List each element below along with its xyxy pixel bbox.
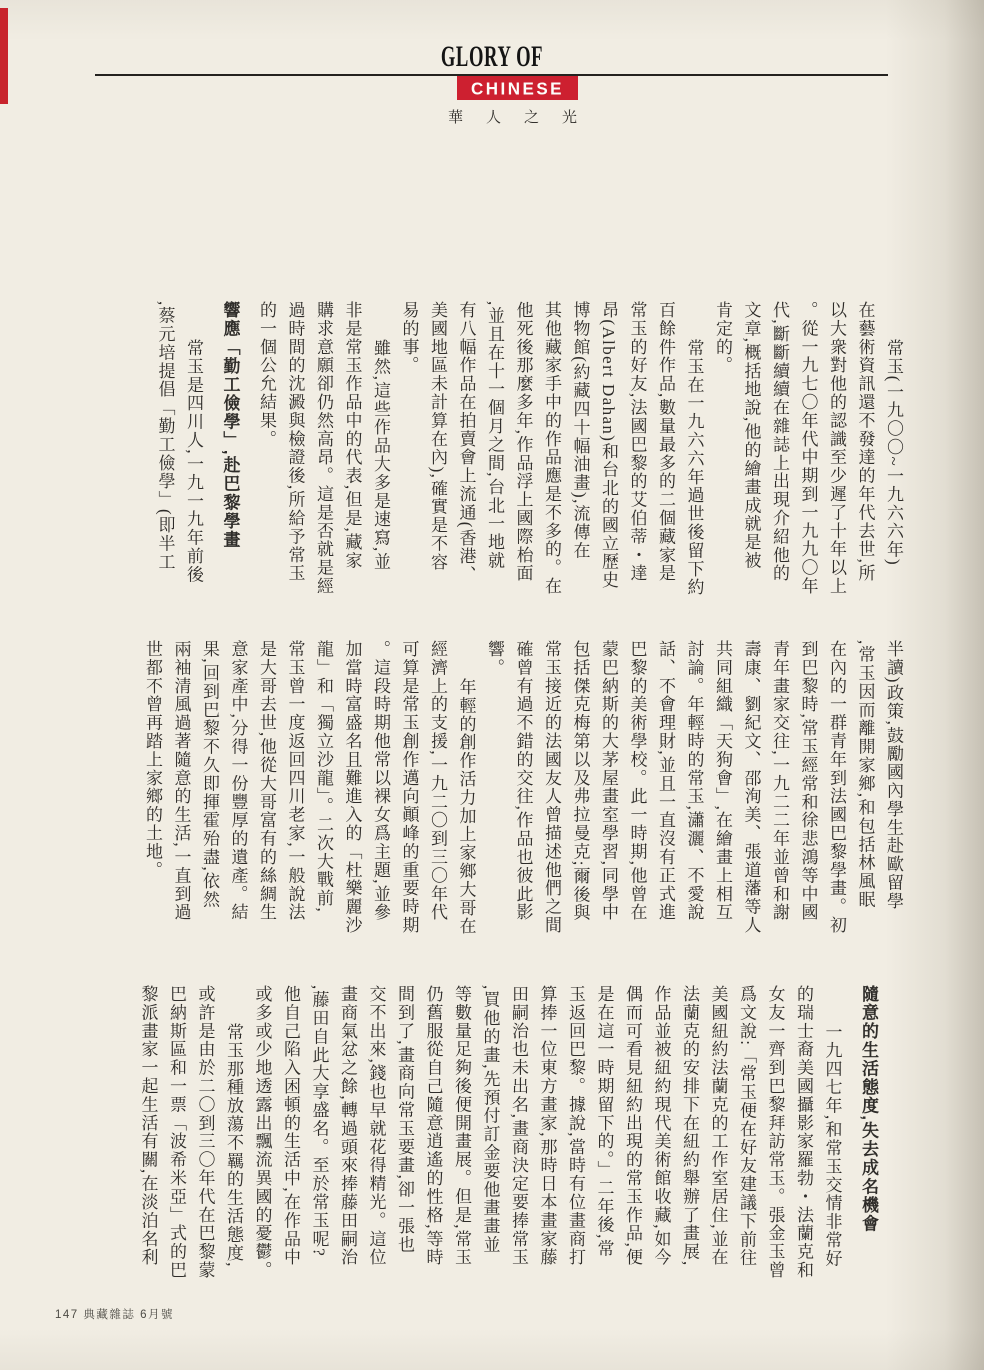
- text-column: 非是常玉作品中的代表,但是,藏家: [342, 301, 362, 570]
- spine-red-mark: [0, 8, 8, 104]
- section-heading: 隨意的生活態度,失去成名機會: [859, 985, 878, 1234]
- text-column: 仍舊服從自己隨意逍遙的性格,等時: [423, 985, 443, 1267]
- text-column: 美國紐約法蘭克的工作室居住,並在: [708, 985, 728, 1267]
- text-column: 常玉是四川人,一九一九年前後: [184, 339, 203, 584]
- text-column: 博物館(約藏四十幅油畫),流傳在: [570, 301, 590, 560]
- text-column: 壽康、劉紀文、邵洵美、張道藩等人: [741, 640, 761, 935]
- text-column: 一九四七年,和常玉交情非常好: [822, 1023, 842, 1268]
- text-column: ,蔡元培提倡「勤工儉學」(即半工: [155, 301, 175, 572]
- text-column: 是在這一時期留下的。」二年後,常: [594, 985, 614, 1259]
- text-column: 果,回到巴黎不久即揮霍殆盡,依然: [200, 640, 219, 909]
- text-column: 或多或少地透露出飄流異國的憂鬱。: [252, 985, 272, 1280]
- text-column: 交不出來,錢也早就花得精光。這位: [366, 985, 386, 1267]
- text-column: 他死後那麼多年,作品浮上國際枱面: [513, 301, 533, 583]
- text-column: 間到了,畫商向常玉要畫,卻一張也: [395, 985, 414, 1254]
- text-column: 。這段時期他常以裸女爲主題,並參: [371, 640, 390, 922]
- text-column: 算捧一位東方畫家,那時日本畫家藤: [537, 985, 557, 1267]
- text-column: 意家產中,分得一份豐厚的遺產。結: [228, 640, 248, 922]
- masthead-subtitle: 華人之光: [448, 110, 601, 126]
- text-column: 巴黎的美術學校。此一時期,他曾在: [627, 640, 647, 922]
- text-column: 等數量足夠後便開畫展。但是,常玉: [452, 985, 471, 1267]
- text-column: 玉返回巴黎。據說,當時有位畫商打: [566, 985, 585, 1267]
- text-column: 昂(Albert Dahan)和台北的國立歷史: [599, 301, 618, 590]
- text-column: 世都不曾再踏上家鄉的土地。: [143, 640, 162, 880]
- text-column: ,常玉因而離開家鄉,和包括林風眠: [855, 640, 875, 909]
- text-column: 年輕的創作活力加上家鄉大哥在: [456, 678, 476, 936]
- text-column: 黎派畫家一起生活有關,在淡泊名利: [138, 985, 158, 1267]
- article-block-middle: [138, 640, 908, 938]
- text-column: 的一個公允結果。: [257, 301, 276, 449]
- text-column: 其他藏家手中的作品應是不多的。在: [542, 301, 561, 596]
- text-column: 田嗣治也未出名,畫商決定要捧常玉: [509, 985, 528, 1267]
- article-block-top: [150, 301, 907, 599]
- text-column: 常玉的好友,法國巴黎的艾伯蒂・達: [627, 301, 647, 583]
- text-column: 法蘭克的安排下在紐約舉辦了畫展,: [680, 985, 699, 1267]
- text-column: 可算是常玉創作邁向顚峰的重要時期: [399, 640, 419, 935]
- text-column: 百餘件作品,數量最多的二個藏家是: [656, 301, 675, 583]
- text-column: ,並且在十一個月之間,台北一地就: [485, 301, 504, 570]
- text-column: 共同組織「天狗會」,在繪畫上相互: [713, 640, 732, 922]
- text-column: ,藤田自此大享盛名。至於常玉呢?: [309, 985, 329, 1258]
- text-column: 過時間的沈澱與檢證後,所給予常玉: [285, 301, 305, 583]
- text-column: 常玉曾一度返回四川老家,一般說法: [285, 640, 305, 922]
- text-column: 美國地區未計算在內),確實是不容: [428, 301, 447, 572]
- text-column: 文章,概括地說,他的繪畫成就是被: [741, 301, 761, 570]
- text-column: 的瑞士裔美國攝影家羅勃・法蘭克和: [794, 985, 813, 1280]
- chinese-badge: [457, 76, 578, 100]
- text-column: 他自己陷入困頓的生活中,在作品中: [281, 985, 300, 1267]
- text-column: 或許是由於二〇到三〇年代在巴黎蒙: [195, 985, 215, 1280]
- text-column: 響。: [485, 640, 504, 677]
- text-column: 到巴黎時,常玉經常和徐悲鴻等中國: [798, 640, 818, 922]
- text-column: 常玉那種放蕩不羈的生活態度,: [224, 1023, 243, 1268]
- article-block-bottom: [133, 985, 890, 1283]
- text-column: 畫商氣忿之餘,轉過頭來捧藤田嗣治: [338, 985, 357, 1267]
- text-column: 在藝術資訊還不發達的年代去世,所: [855, 301, 875, 583]
- text-column: 巴納斯區和一票「波希米亞」式的巴: [167, 985, 186, 1280]
- text-column: 。從一九七〇年代中期到一九九〇年: [798, 301, 818, 596]
- section-heading: 響應「勤工儉學」,赴巴黎學畫: [220, 301, 240, 550]
- text-column: 加當時富盛名且難進入的「杜樂麗沙: [342, 640, 362, 935]
- text-column: 確曾有過不錯的交往,作品也彼此影: [513, 640, 533, 922]
- text-column: 常玉接近的法國友人曾描述他們之間: [542, 640, 561, 935]
- text-column: 青年畫家交往,一九二二年並曾和謝: [770, 640, 789, 922]
- text-column: 購求意願卻仍然高昂。這是否就是經: [314, 301, 333, 596]
- text-column: 經濟上的支援,一九二〇到三〇年代: [428, 640, 447, 922]
- text-column: 代,斷斷續續在雜誌上出現介紹他的: [770, 301, 789, 583]
- text-column: 討論。年輕時的常玉,瀟灑、不愛說: [684, 640, 704, 922]
- text-column: 半讀)政策,鼓勵國內學生赴歐留學: [884, 640, 903, 911]
- text-column: 在內的一群青年到法國巴黎學畫。初: [827, 640, 846, 935]
- text-column: 肯定的。: [713, 301, 732, 375]
- text-column: 易的事。: [399, 301, 419, 375]
- text-column: 話、不會理財,並且一直沒有正式進: [656, 640, 675, 922]
- masthead-title: GLORY OF: [440, 40, 544, 73]
- text-column: 龍」和「獨立沙龍」。二次大戰前,: [314, 640, 333, 914]
- text-column: 常玉在一九六六年過世後留下約: [684, 339, 704, 597]
- text-column: 爲文說:「常玉便在好友建議下前往: [737, 985, 756, 1268]
- text-column: 是大哥去世,他從大哥富有的絲綢生: [257, 640, 276, 922]
- text-column: 常玉(一九〇〇~一九六六年): [884, 339, 903, 567]
- text-column: 蒙巴納斯的大茅屋畫室學習,同學中: [599, 640, 618, 922]
- text-column: 以大衆對他的認識至少遲了十年以上: [827, 301, 846, 596]
- text-column: 雖然,這些作品大多是速寫,並: [371, 339, 390, 572]
- chinese-badge-label: CHINESE: [470, 78, 565, 98]
- text-column: 女友一齊到巴黎拜訪常玉。張金玉曾: [765, 985, 785, 1280]
- page-footer: 147 典藏雜誌 6月號: [55, 1309, 174, 1321]
- text-column: 兩袖清風過著隨意的生活,一直到過: [171, 640, 191, 922]
- text-column: 包括傑克梅第以及弗拉曼克;爾後與: [570, 640, 590, 923]
- text-column: ,買他的畫,先預付訂金要他畫畫並: [480, 985, 500, 1254]
- text-column: 偶而可看見紐約出現的常玉作品,便: [623, 985, 642, 1267]
- text-column: 有八幅作品在拍賣會上流通(香港、: [456, 301, 476, 585]
- text-column: 作品並被紐約現代美術館收藏,如今: [651, 985, 671, 1267]
